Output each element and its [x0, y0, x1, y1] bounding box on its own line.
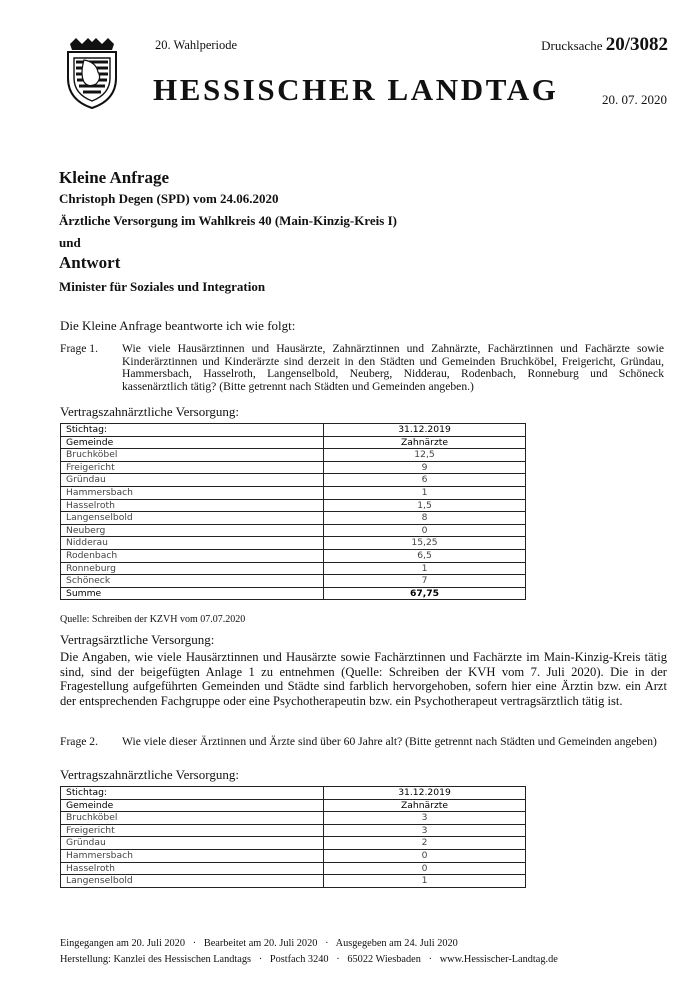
sum-label: Summe: [61, 587, 324, 600]
value-cell: 1,5: [324, 499, 526, 512]
footer-imprint: Herstellung: Kanzlei des Hessischen Landtags · Postfach 3240 · 65022 Wiesbaden · www.Hessischer-Landtag.de: [60, 954, 558, 965]
document-heading: [59, 168, 397, 301]
drucksache: [541, 34, 668, 56]
value-cell: 1: [324, 486, 526, 499]
table-row: [61, 499, 526, 512]
question-1: [60, 343, 664, 393]
source-note: Quelle: Schreiben der KZVH vom 07.07.2020: [60, 614, 246, 625]
value-cell: 12,5: [324, 449, 526, 462]
question-2: [60, 736, 664, 749]
table-row: [61, 575, 526, 588]
gemeinde-cell: Gründau: [61, 474, 324, 487]
column-header-gemeinde: Gemeinde: [61, 436, 324, 449]
footer-dates: Eingegangen am 20. Juli 2020 · Bearbeitet am 20. Juli 2020 · Ausgegeben am 24. Juli 2020: [60, 938, 458, 949]
page-title: HESSISCHER LANDTAG: [153, 72, 559, 107]
gemeinde-cell: Bruchköbel: [61, 812, 324, 825]
table-zahnaerzte-ueber-60: [60, 786, 526, 888]
table-sum-row: [61, 587, 526, 600]
table-row: [61, 849, 526, 862]
und-line: und: [59, 235, 81, 250]
table-row: [61, 474, 526, 487]
minister-line: Minister für Soziales und Integration: [59, 279, 266, 294]
wahlperiode: 20. Wahlperiode: [155, 38, 238, 52]
column-header-zahnaerzte: Zahnärzte: [324, 436, 526, 449]
table-row: [61, 449, 526, 462]
value-cell: 8: [324, 512, 526, 525]
gemeinde-cell: Bruchköbel: [61, 449, 324, 462]
hessen-crest-logo: [62, 38, 122, 110]
table-row: [61, 537, 526, 550]
gemeinde-cell: Langenselbold: [61, 875, 324, 888]
gemeinde-cell: Gründau: [61, 837, 324, 850]
gemeinde-cell: Langenselbold: [61, 512, 324, 525]
drucksache-number: 20/3082: [605, 34, 668, 55]
gemeinde-cell: Hasselroth: [61, 862, 324, 875]
table-row: [61, 549, 526, 562]
stichtag-value: 31.12.2019: [324, 787, 526, 800]
gemeinde-cell: Hammersbach: [61, 849, 324, 862]
antwort-heading: Antwort: [59, 253, 121, 272]
column-header-gemeinde: Gemeinde: [61, 799, 324, 812]
gemeinde-cell: Hammersbach: [61, 486, 324, 499]
stichtag-value: 31.12.2019: [324, 424, 526, 437]
gemeinde-cell: Schöneck: [61, 575, 324, 588]
section-title-zahnaerztlich-1: Vertragszahnärztliche Versorgung:: [60, 404, 239, 419]
table-row: [61, 461, 526, 474]
table-zahnaerzte-anzahl: [60, 423, 526, 600]
author-line: Christoph Degen (SPD) vom 24.06.2020: [59, 191, 279, 206]
question-2-label: Frage 2.: [60, 735, 98, 748]
drucksache-label: Drucksache: [541, 38, 603, 53]
value-cell: 2: [324, 837, 526, 850]
table-header-row: [61, 436, 526, 449]
table-row: [61, 862, 526, 875]
section-title-vertragsaerztlich: Vertragsärztliche Versorgung:: [60, 632, 215, 647]
table-stichtag-row: [61, 787, 526, 800]
question-2-text: Wie viele dieser Ärztinnen und Ärzte sind über 60 Jahre alt? (Bitte getrennt nach Städten und Gemeinden angeben): [122, 735, 657, 748]
table-row: [61, 486, 526, 499]
table-stichtag-row: [61, 424, 526, 437]
subject-line: Ärztliche Versorgung im Wahlkreis 40 (Main-Kinzig-Kreis I): [59, 213, 397, 228]
stichtag-label: Stichtag:: [61, 787, 324, 800]
value-cell: 0: [324, 849, 526, 862]
value-cell: 15,25: [324, 537, 526, 550]
gemeinde-cell: Hasselroth: [61, 499, 324, 512]
value-cell: 7: [324, 575, 526, 588]
value-cell: 6,5: [324, 549, 526, 562]
table-row: [61, 837, 526, 850]
document-type: Kleine Anfrage: [59, 168, 170, 187]
value-cell: 9: [324, 461, 526, 474]
section-2-paragraph: Die Angaben, wie viele Hausärztinnen und Hausärzte sowie Fachärztinnen und Fachärzte im Main-Kinzig-Kreis tätig sind, sind der beigefügten Anlage 1 zu entnehmen (Quelle: Schreiben der KVH vom 7. Juli 2020). Die in der Fragestellung aufgeführten Gemeinden und Städte sind farblich hervorgehoben, sofern hier eine Ärztin bzw. ein Arzt der entsprechenden Fachgruppe oder eine Psychotherapeutin bzw. ein Psychotherapeut vertragsärztlich tätig ist.: [60, 650, 667, 708]
stichtag-label: Stichtag:: [61, 424, 324, 437]
table-row: [61, 512, 526, 525]
section-title-zahnaerztlich-2: Vertragszahnärztliche Versorgung:: [60, 767, 239, 782]
value-cell: 1: [324, 875, 526, 888]
table-row: [61, 875, 526, 888]
sum-value: 67,75: [324, 587, 526, 600]
gemeinde-cell: Neuberg: [61, 524, 324, 537]
gemeinde-cell: Freigericht: [61, 461, 324, 474]
question-1-text: Wie viele Hausärztinnen und Hausärzte, Zahnärztinnen und Zahnärzte, Fachärztinnen und Fachärzte sowie Kinderärztinnen und Kinderärzte sind derzeit in den Städten und Gemeinden Bruchköbel, Freigericht, Gründau, Hammersbach, Hasselroth, Langenselbold, Neuberg, Nidderau, Rodenbach, Ronneburg und Schöneck kassenärztlich tätig? (Bitte getrennt nach Städten und Gemeinden angeben.): [122, 342, 664, 393]
gemeinde-cell: Ronneburg: [61, 562, 324, 575]
gemeinde-cell: Freigericht: [61, 824, 324, 837]
value-cell: 1: [324, 562, 526, 575]
table-header-row: [61, 799, 526, 812]
table-row: [61, 824, 526, 837]
table-row: [61, 812, 526, 825]
value-cell: 3: [324, 824, 526, 837]
value-cell: 3: [324, 812, 526, 825]
value-cell: 0: [324, 862, 526, 875]
intro-text: Die Kleine Anfrage beantworte ich wie folgt:: [60, 318, 296, 333]
column-header-zahnaerzte: Zahnärzte: [324, 799, 526, 812]
gemeinde-cell: Nidderau: [61, 537, 324, 550]
document-date: 20. 07. 2020: [602, 92, 667, 107]
gemeinde-cell: Rodenbach: [61, 549, 324, 562]
value-cell: 0: [324, 524, 526, 537]
table-row: [61, 524, 526, 537]
table-row: [61, 562, 526, 575]
value-cell: 6: [324, 474, 526, 487]
question-1-label: Frage 1.: [60, 342, 98, 355]
